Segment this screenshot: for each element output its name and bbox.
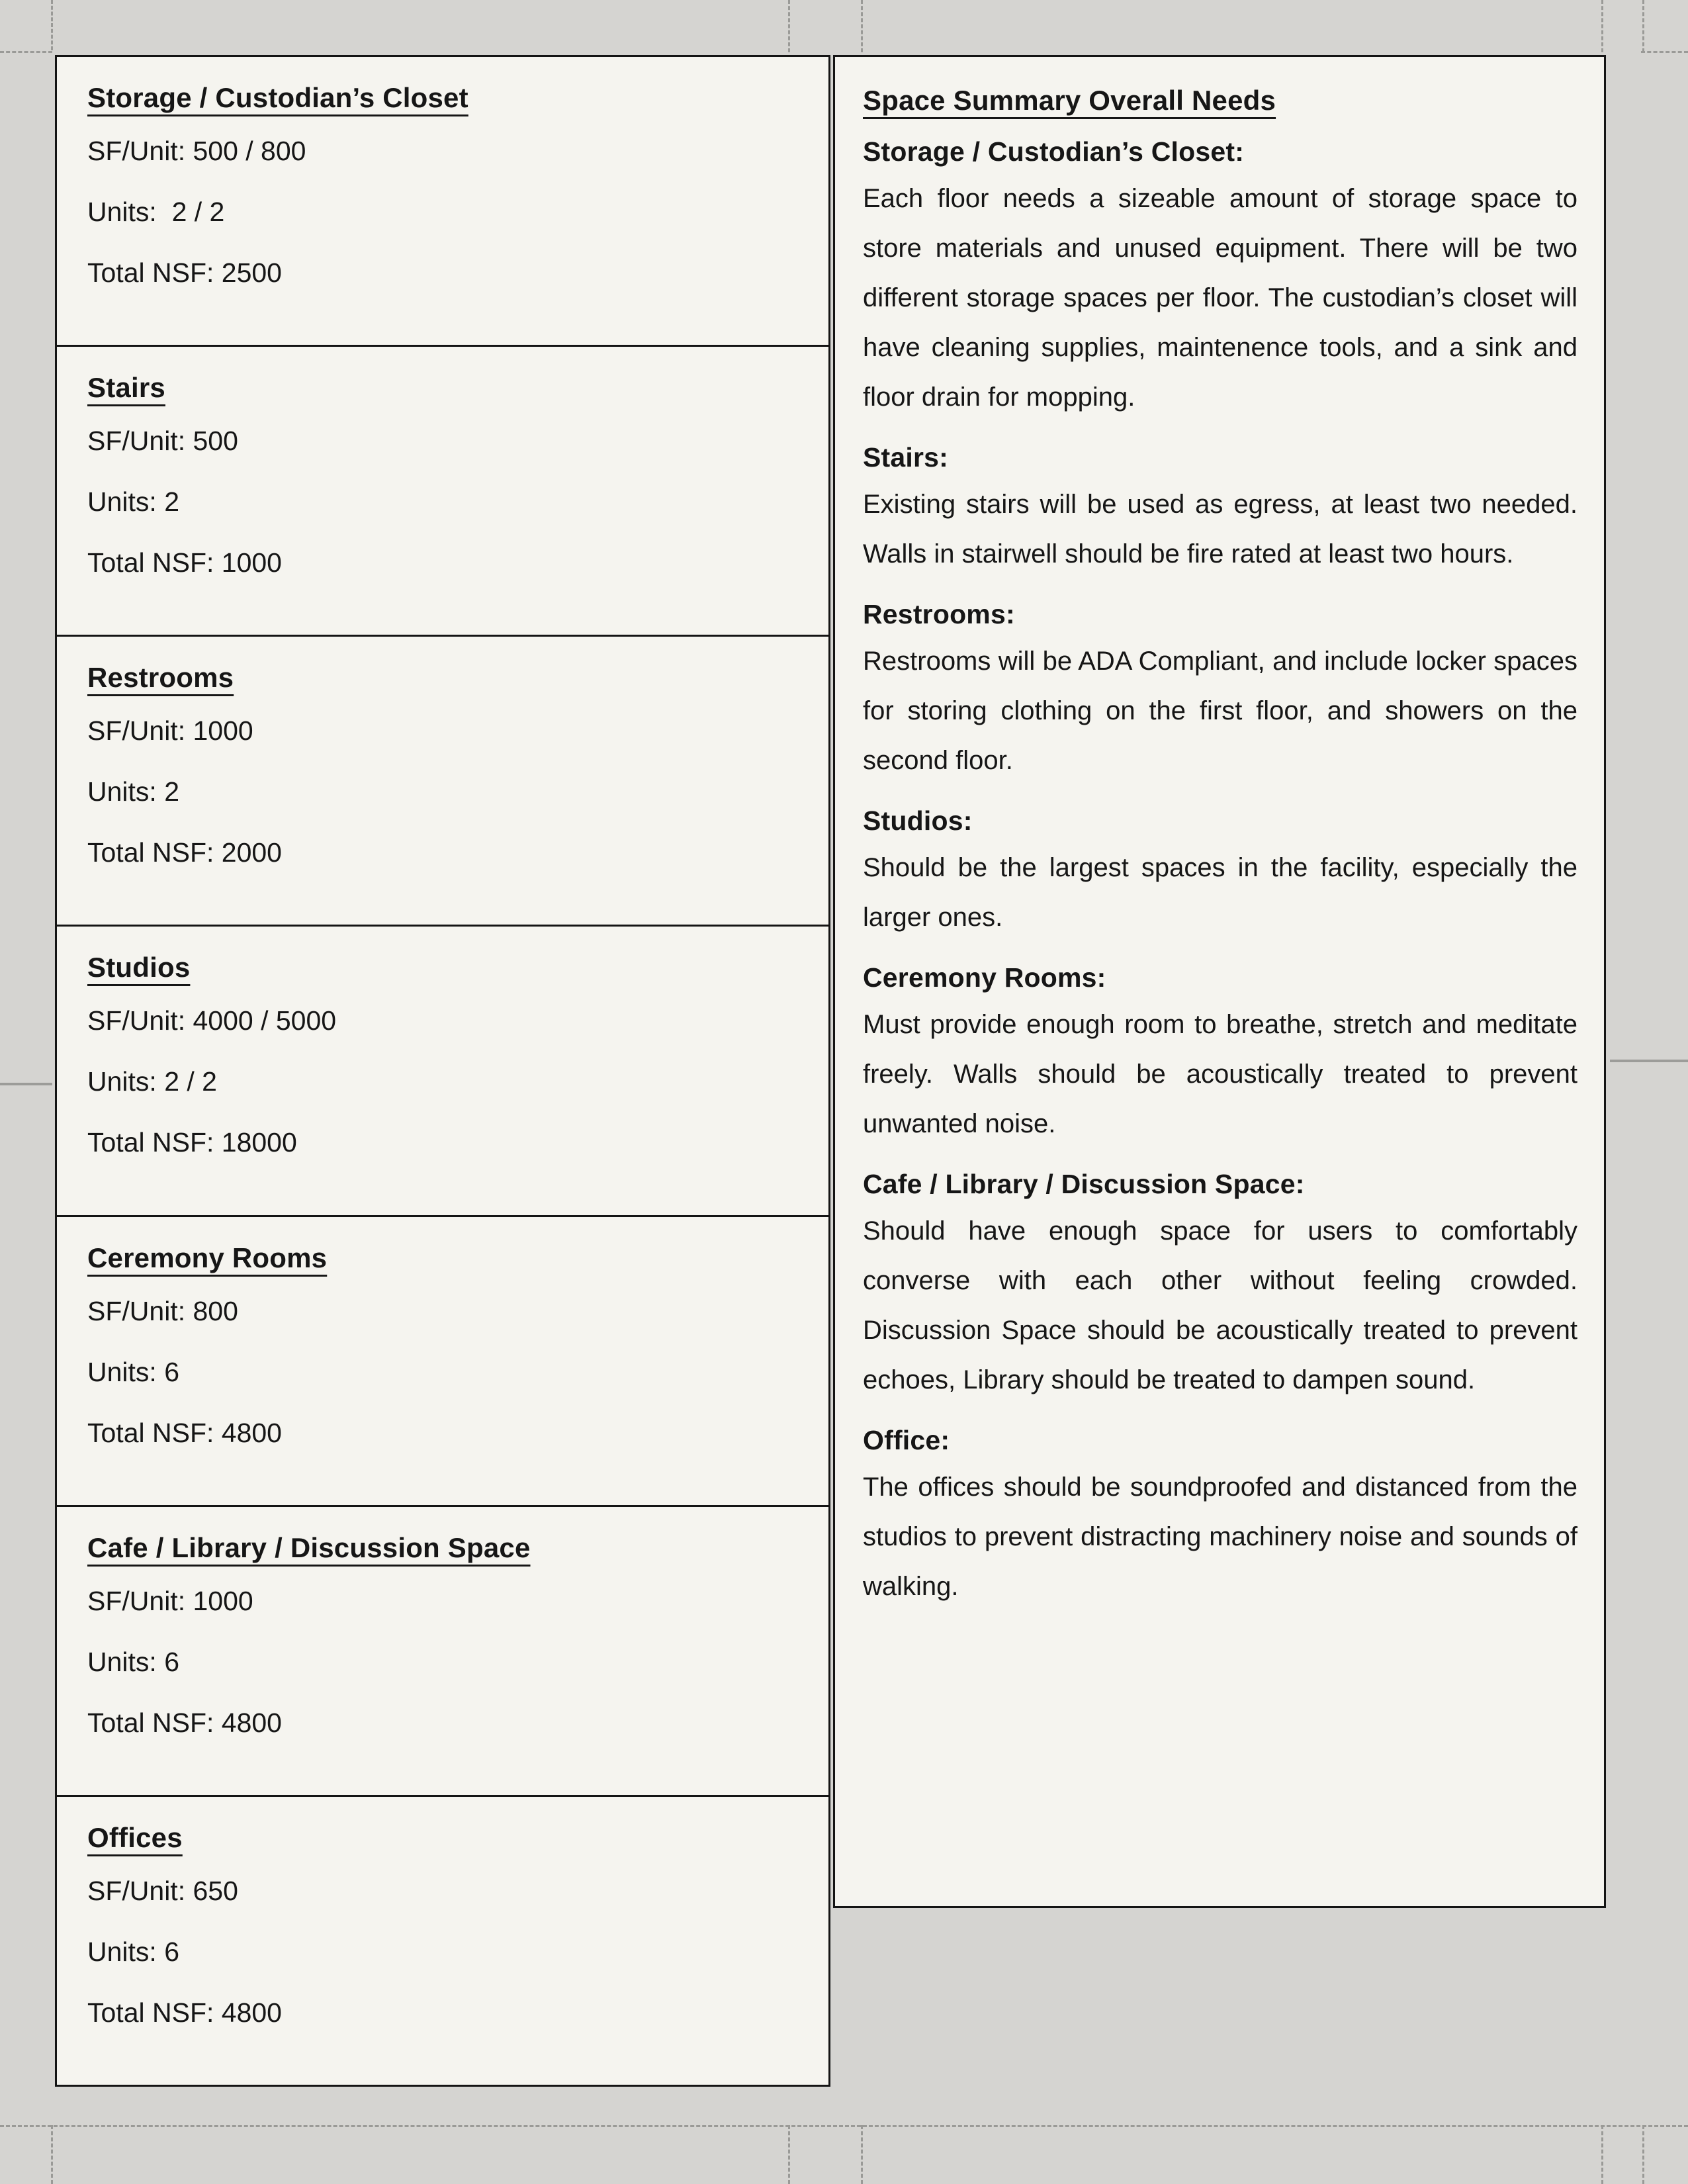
summary-heading: Studios:	[863, 805, 973, 836]
margin-guide	[788, 0, 790, 52]
summary-body: Restrooms will be ADA Compliant, and include locker spaces for storing clothing on the first floor, and showers on the second floor.	[863, 647, 1577, 775]
section-line: Total NSF: 1000	[87, 547, 282, 578]
section-title: Storage / Custodian’s Closet	[87, 82, 468, 113]
section-line: Total NSF: 2500	[87, 257, 282, 288]
summary-heading: Stairs:	[863, 442, 949, 473]
section-title: Ceremony Rooms	[87, 1242, 328, 1273]
summary-entry-ceremony-rooms	[863, 962, 1577, 1149]
section-title: Cafe / Library / Discussion Space	[87, 1531, 531, 1563]
section-line: Total NSF: 4800	[87, 1417, 282, 1448]
summary-body: Must provide enough room to breathe, stretch and meditate freely. Walls should be acoustically treated to prevent unwanted noise.	[863, 1010, 1577, 1138]
section-line: Total NSF: 18000	[87, 1127, 297, 1158]
margin-guide	[1601, 0, 1603, 52]
program-section-offices	[57, 1795, 828, 2085]
program-table	[55, 55, 830, 2087]
section-line: SF/Unit: 1000	[87, 715, 253, 747]
margin-guide	[51, 2125, 53, 2184]
summary-body: The offices should be soundproofed and distanced from the studios to prevent distracting machinery noise and sounds of walking.	[863, 1473, 1577, 1601]
summary-entry-studios	[863, 805, 1577, 942]
program-section-studios	[57, 925, 828, 1214]
section-line: Total NSF: 2000	[87, 837, 282, 868]
section-line: SF/Unit: 650	[87, 1875, 238, 1906]
margin-guide	[1642, 0, 1644, 52]
space-summary-panel	[833, 55, 1606, 1908]
section-line: SF/Unit: 4000 / 5000	[87, 1005, 337, 1036]
program-section-ceremony-rooms	[57, 1215, 828, 1505]
section-line: Units: 2 / 2	[87, 197, 225, 227]
summary-title: Space Summary Overall Needs	[863, 85, 1276, 116]
margin-guide	[0, 2125, 1688, 2127]
margin-guide	[1642, 2125, 1644, 2184]
summary-entry-restrooms	[863, 599, 1577, 786]
summary-body: Each floor needs a sizeable amount of storage space to store materials and unused equipment. There will be two different storage spaces per floor. The custodian’s closet will have cleaning supplies, maintenence tools, and a sink and floor drain for mopping.	[863, 184, 1577, 412]
section-title: Offices	[87, 1821, 183, 1853]
summary-heading: Cafe / Library / Discussion Space:	[863, 1169, 1305, 1199]
section-line: Units: 6	[87, 1646, 179, 1677]
summary-heading: Ceremony Rooms:	[863, 962, 1106, 993]
section-line: SF/Unit: 800	[87, 1295, 238, 1326]
section-line: SF/Unit: 1000	[87, 1585, 253, 1616]
section-line: SF/Unit: 500	[87, 426, 238, 457]
margin-guide	[51, 0, 53, 50]
section-title: Stairs	[87, 372, 165, 404]
program-section-cafe-library	[57, 1505, 828, 1795]
summary-entry-storage	[863, 136, 1577, 422]
fold-mark	[0, 1083, 52, 1085]
summary-entry-office	[863, 1425, 1577, 1612]
summary-heading: Office:	[863, 1425, 950, 1455]
margin-guide	[0, 51, 52, 53]
summary-body: Should be the largest spaces in the facility, especially the larger ones.	[863, 853, 1577, 932]
program-section-stairs	[57, 345, 828, 635]
section-line: Units: 2	[87, 486, 179, 518]
section-line: Total NSF: 4800	[87, 1997, 282, 2028]
summary-heading: Storage / Custodian’s Closet:	[863, 136, 1245, 167]
summary-entry-stairs	[863, 442, 1577, 579]
summary-entry-cafe-library	[863, 1169, 1577, 1405]
summary-heading: Restrooms:	[863, 599, 1015, 629]
section-line: Units: 2	[87, 776, 179, 807]
section-line: Units: 2 / 2	[87, 1066, 217, 1097]
margin-guide	[1641, 51, 1688, 53]
section-line: Units: 6	[87, 1936, 179, 1967]
fold-mark	[1610, 1060, 1688, 1062]
program-section-storage	[57, 57, 828, 345]
margin-guide	[861, 2125, 863, 2184]
program-section-restrooms	[57, 635, 828, 925]
section-title: Studios	[87, 952, 191, 983]
margin-guide	[1601, 2125, 1603, 2184]
margin-guide	[861, 0, 863, 52]
margin-guide	[788, 2125, 790, 2184]
section-line: SF/Unit: 500 / 800	[87, 136, 306, 166]
summary-body: Existing stairs will be used as egress, at least two needed. Walls in stairwell should be fire rated at least two hours.	[863, 490, 1577, 569]
section-line: Total NSF: 4800	[87, 1707, 282, 1738]
section-title: Restrooms	[87, 662, 234, 694]
section-line: Units: 6	[87, 1356, 179, 1387]
summary-body: Should have enough space for users to comfortably converse with each other without feeling crowded. Discussion Space should be acoustically treated to prevent echoes, Library should be treated to dampen sound.	[863, 1216, 1577, 1394]
